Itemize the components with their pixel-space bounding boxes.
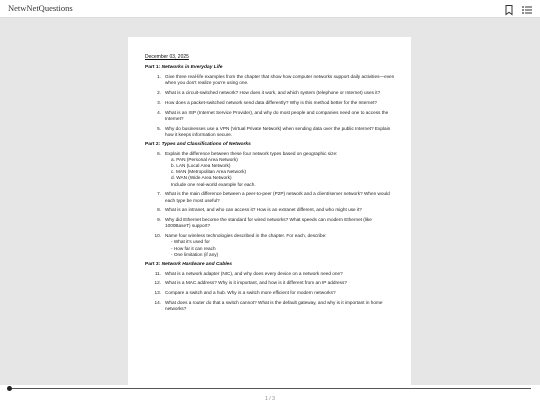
- question-subitem: - What it's used for: [171, 239, 210, 245]
- question-item: [145, 217, 397, 229]
- question-item: [145, 233, 397, 258]
- question-body: [165, 290, 397, 296]
- question-text: What is a circuit-switched network? How does it work, and which system (telephone or Internet) uses it?: [165, 90, 381, 95]
- question-text: What is the main difference between a peer-to-peer (P2P) network and a client/server network? When would each type be most useful?: [165, 191, 390, 203]
- question-number: 9.: [157, 217, 161, 223]
- document-date: December 03, 2025: [145, 54, 189, 60]
- question-text: What is an ISP (Internet Service Provider), and why do most people and companies need one to access the Internet?: [165, 109, 389, 121]
- question-number: 3.: [157, 99, 161, 105]
- question-body: [165, 100, 397, 106]
- question-text: What is a MAC address? Why is it important, and how is it different from an IP address?: [165, 280, 347, 286]
- bottom-bar: [0, 385, 540, 405]
- question-subitem: c. MAN (Metropolitan Area Network): [171, 169, 247, 175]
- question-item: [145, 90, 397, 96]
- part-heading: [145, 262, 397, 267]
- question-subitem: b. LAN (Local Area Network): [171, 163, 231, 168]
- question-subitem: d. WAN (Wide Area Network): [171, 175, 232, 181]
- question-body: [165, 271, 397, 277]
- question-number: 13.: [154, 290, 161, 296]
- question-body: [165, 217, 397, 229]
- question-subitem: - How far it can reach: [171, 245, 216, 251]
- part-title: Network Hardware and Cables: [161, 261, 232, 267]
- question-number: 7.: [157, 191, 161, 197]
- question-item: [145, 300, 397, 312]
- part-heading: [145, 142, 397, 147]
- question-body: [165, 110, 397, 122]
- question-text: How does a packet-switched network send data differently? Why is this method better for the Internet?: [165, 99, 378, 105]
- page-progress-track[interactable]: [9, 388, 531, 389]
- question-body: [165, 90, 397, 96]
- question-subitem: - One limitation (if any): [171, 251, 219, 257]
- question-body: [165, 191, 397, 203]
- question-number: 4.: [157, 109, 161, 115]
- question-text: What is an intranet, and who can access it? How is an extranet different, and who might use it?: [165, 207, 362, 213]
- question-item: [145, 280, 397, 286]
- part-label: Part 3:: [145, 261, 161, 267]
- question-text: What does a router do that a switch cannot? What is the default gateway, and why is it important in home networks?: [165, 300, 383, 312]
- question-text: Why do businesses use a VPN (Virtual Private Network) when sending data over the public Internet? Explain how it keeps information secure.: [165, 125, 391, 137]
- question-text: Name four wireless technologies described in the chapter. For each, describe:: [165, 233, 327, 239]
- app-brand: NetwNetQuestions: [8, 3, 73, 13]
- part-title: Types and Classifications of Networks: [161, 141, 251, 147]
- question-text: Explain the difference between these four network types based on geographic size:: [165, 150, 338, 156]
- question-item: [145, 290, 397, 296]
- question-item: [145, 110, 397, 122]
- question-subitem: a. PAN (Personal Area Network): [171, 156, 238, 162]
- part-label: Part 1:: [145, 65, 161, 70]
- part-heading: [145, 65, 397, 70]
- question-body: [165, 233, 397, 258]
- question-body: [165, 126, 397, 138]
- question-text: Give three real-life examples from the chapter that show how computer networks support daily activities—even when you don't realize you're using one.: [165, 74, 395, 86]
- question-body: [165, 300, 397, 312]
- question-text: Compare a switch and a hub. Why is a switch more efficient for modern networks?: [165, 290, 336, 296]
- page-indicator: 1 / 3: [265, 396, 275, 402]
- document-page: [128, 37, 411, 401]
- top-bar: [0, 0, 540, 18]
- question-item: [145, 100, 397, 106]
- bookmark-icon[interactable]: [503, 3, 515, 15]
- question-body: [165, 151, 397, 188]
- question-body: [165, 280, 397, 286]
- question-body: [165, 74, 397, 86]
- document-viewer[interactable]: [0, 18, 540, 385]
- question-number: 8.: [157, 207, 161, 213]
- question-text: Why did Ethernet become the standard for wired networks? What speeds can modern Ethernet (like 1000BaseT) support?: [165, 217, 372, 229]
- page-progress-thumb[interactable]: [7, 386, 12, 391]
- document-body: [145, 65, 397, 312]
- question-number: 2.: [157, 90, 161, 95]
- list-icon[interactable]: [521, 3, 533, 15]
- part-label: Part 2:: [145, 141, 161, 147]
- question-number: 1.: [157, 74, 161, 79]
- question-number: 5.: [157, 125, 161, 131]
- question-number: 6.: [157, 150, 161, 156]
- question-item: [145, 207, 397, 213]
- question-text: What is a network adapter (NIC), and why does every device on a network need one?: [165, 270, 343, 276]
- part-title: Networks in Everyday Life: [161, 65, 223, 70]
- question-note: Include one real-world example for each.: [171, 181, 256, 187]
- question-body: [165, 207, 397, 213]
- question-item: [145, 151, 397, 188]
- question-item: [145, 74, 397, 86]
- question-item: [145, 191, 397, 203]
- question-item: [145, 126, 397, 138]
- question-number: 11.: [154, 270, 161, 276]
- question-item: [145, 271, 397, 277]
- question-number: 10.: [154, 233, 161, 239]
- question-number: 14.: [154, 300, 161, 305]
- question-number: 12.: [154, 280, 161, 286]
